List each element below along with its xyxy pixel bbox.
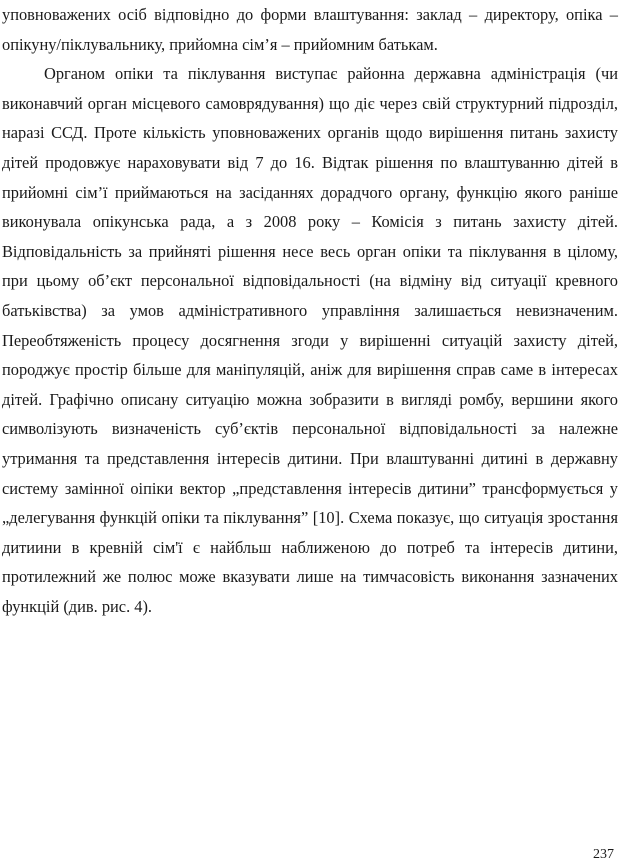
- paragraph-guardianship-authority: Органом опіки та піклування виступає районна державна адміністрація (чи виконавчий орган місцевого самоврядування) що діє через свій структурний підрозділ, наразі ССД. Проте кількість уповноважених органів щодо вирішення питань захисту дітей продовжує нараховувати від 7 до 16. Відтак рішення по влаштуванню дітей в прийомні сім’ї приймаються на засіданнях дорадчого органу, функцію якого раніше виконувала опікунська рада, а з 2008 року – Комісія з питань захисту дітей. Відповідальність за прийняті рішення несе весь орган опіки та піклування в цілому, при цьому об’єкт персональної відповідальності (на відміну від ситуації кревного батьківства) за умов адміністративного управління залишається невизначеним. Переобтяженість процесу досягнення згоди у вирішенні ситуацій захисту дітей, породжує простір більше для маніпуляцій, аніж для вирішення справ саме в інтересах дітей. Графічно описану ситуацію можна зобразити в вигляді ромбу, вершини якого символізують визначеність суб’єктів персональної відповідальності за належне утримання та представлення інтересів дитини. При влаштуванні дитині в державну систему замінної оіпіки вектор „представлення інтересів дитини” трансформується у „делегування функцій опіки та піклування” [10]. Схема показує, що ситуація зростання дитиини в кревній сім'ї є найбльш наближеною до потреб та інтересів дитини, протилежний же полюс може вказувати лише на тимчасовість виконання зазначених функцій (див. рис. 4).: [2, 64, 618, 616]
- page-number: 237: [593, 847, 614, 862]
- paragraph-continued: уповноважених осіб відповідно до форми влаштування: заклад – директору, опіка – опікуну/піклувальнику, прийомна сім’я – прийомним батькам.: [2, 5, 618, 54]
- body-text: [2, 0, 618, 621]
